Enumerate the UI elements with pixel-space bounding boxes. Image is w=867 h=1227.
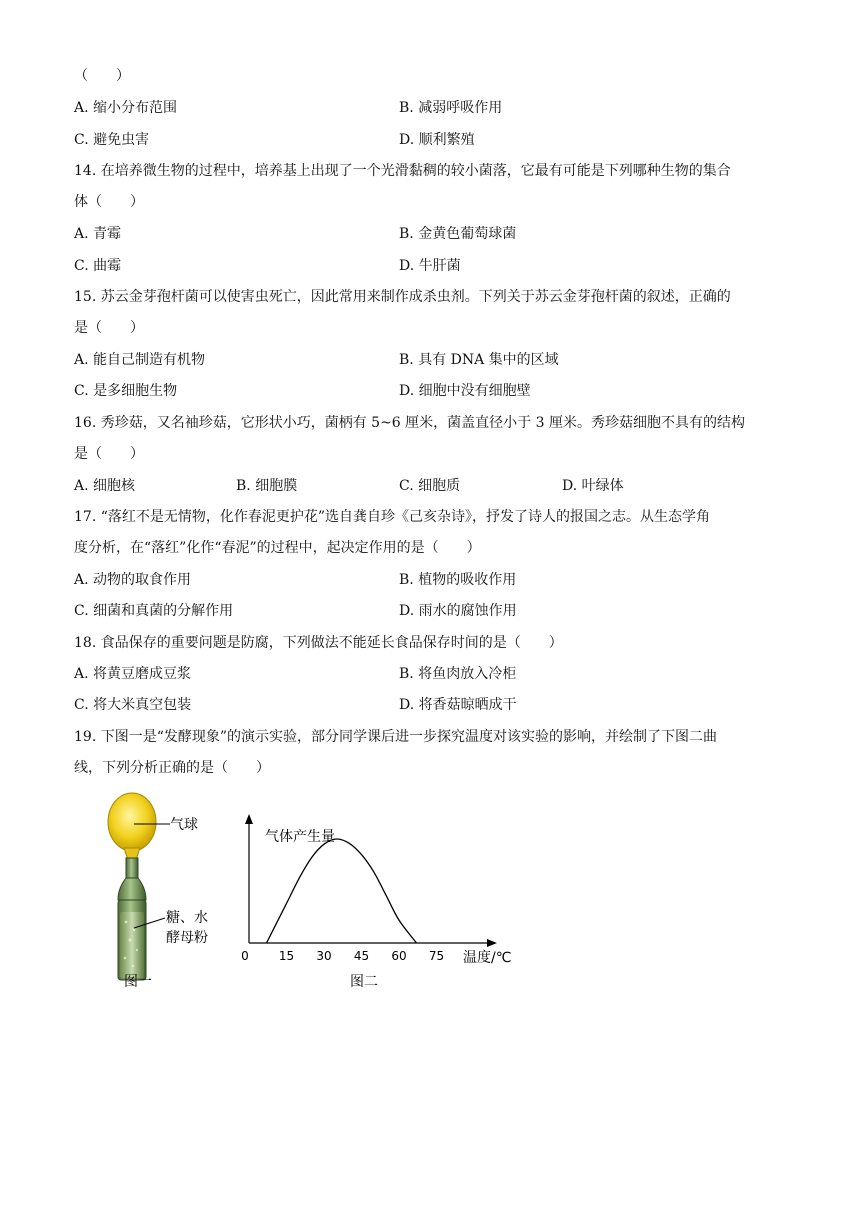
q14-stem-line2: 体（ ） [74, 194, 144, 210]
x-tick-label: 75 [428, 949, 445, 963]
q15-option-c[interactable]: C. 是多细胞生物 [74, 383, 178, 399]
x-tick-label: 45 [353, 949, 370, 963]
figure2-chart [235, 810, 535, 1000]
figure1-caption: 图一 [124, 974, 152, 990]
q15-stem-line2: 是（ ） [74, 320, 144, 336]
q13-option-b[interactable]: B. 减弱呼吸作用 [399, 100, 503, 116]
contents-label-line1: 糖、水 [166, 910, 208, 926]
figure2-caption: 图二 [350, 974, 378, 990]
q16-option-c[interactable]: C. 细胞质 [399, 478, 461, 494]
q14-option-b[interactable]: B. 金黄色葡萄球菌 [399, 226, 517, 242]
q13-option-d[interactable]: D. 顺利繁殖 [399, 132, 475, 148]
x-axis-label: 温度/℃ [463, 950, 512, 966]
q18-option-a[interactable]: A. 将黄豆磨成豆浆 [74, 666, 192, 682]
q15-option-d[interactable]: D. 细胞中没有细胞壁 [399, 383, 531, 399]
q15-option-a[interactable]: A. 能自己制造有机物 [74, 352, 206, 368]
balloon-icon [108, 793, 156, 851]
q19-stem-line2: 线，下列分析正确的是（ ） [74, 760, 270, 776]
q16-stem-line1: 16. 秀珍菇，又名袖珍菇，它形状小巧，菌柄有 5~6 厘米，菌盖直径小于 3 厘米。秀珍菇细胞不具有的结构 [74, 415, 745, 431]
q14-option-d[interactable]: D. 牛肝菌 [399, 258, 461, 274]
x-tick-label: 30 [316, 949, 332, 963]
q18-option-b[interactable]: B. 将鱼肉放入冷柜 [399, 666, 517, 682]
q16-option-d[interactable]: D. 叶绿体 [562, 478, 624, 494]
q14-option-a[interactable]: A. 青霉 [74, 226, 122, 242]
q17-stem-line2: 度分析，在“落红”化作“春泥”的过程中，起决定作用的是（ ） [74, 540, 481, 556]
q16-stem-line2: 是（ ） [74, 446, 144, 462]
contents-label-line2: 酵母粉 [166, 930, 208, 946]
y-axis-label: 气体产生量 [265, 829, 335, 845]
q14-option-c[interactable]: C. 曲霉 [74, 258, 122, 274]
q15-stem-line1: 15. 苏云金芽孢杆菌可以使害虫死亡，因此常用来制作成杀虫剂。下列关于苏云金芽孢杆菌的叙述，正确的 [74, 289, 731, 305]
q19-stem-line1: 19. 下图一是“发酵现象”的演示实验，部分同学课后进一步探究温度对该实验的影响，并绘制了下图二曲 [74, 729, 718, 745]
x-tick-label: 0 [241, 949, 249, 963]
q13-option-c[interactable]: C. 避免虫害 [74, 132, 150, 148]
q17-option-c[interactable]: C. 细菌和真菌的分解作用 [74, 603, 234, 619]
q13-stem-tail: （ ） [74, 68, 130, 84]
q13-option-a[interactable]: A. 缩小分布范围 [74, 100, 178, 116]
q17-option-b[interactable]: B. 植物的吸收作用 [399, 572, 517, 588]
q18-option-d[interactable]: D. 将香菇晾晒成干 [399, 697, 517, 713]
q16-option-b[interactable]: B. 细胞膜 [236, 478, 298, 494]
figure1-fermentation-bottle [90, 790, 240, 1000]
x-tick-label: 60 [391, 949, 407, 963]
y-axis-arrow [245, 814, 253, 824]
x-tick-label: 15 [278, 949, 295, 963]
q17-option-d[interactable]: D. 雨水的腐蚀作用 [399, 603, 517, 619]
q17-option-a[interactable]: A. 动物的取食作用 [74, 572, 192, 588]
x-axis-arrow [487, 939, 497, 947]
q18-option-c[interactable]: C. 将大米真空包装 [74, 697, 192, 713]
q18-stem-line1: 18. 食品保存的重要问题是防腐，下列做法不能延长食品保存时间的是（ ） [74, 635, 563, 651]
q14-stem-line1: 14. 在培养微生物的过程中，培养基上出现了一个光滑黏稠的较小菌落，它最有可能是下列哪种生物的集合 [74, 163, 731, 179]
q17-stem-line1: 17. “落红不是无情物，化作春泥更护花”选自龚自珍《己亥杂诗》，抒发了诗人的报国之志。从生态学角 [74, 509, 711, 525]
q16-option-a[interactable]: A. 细胞核 [74, 478, 136, 494]
gas-production-curve [267, 839, 417, 943]
balloon-label: 气球 [170, 817, 198, 833]
q15-option-b[interactable]: B. 具有 DNA 集中的区域 [399, 352, 559, 368]
